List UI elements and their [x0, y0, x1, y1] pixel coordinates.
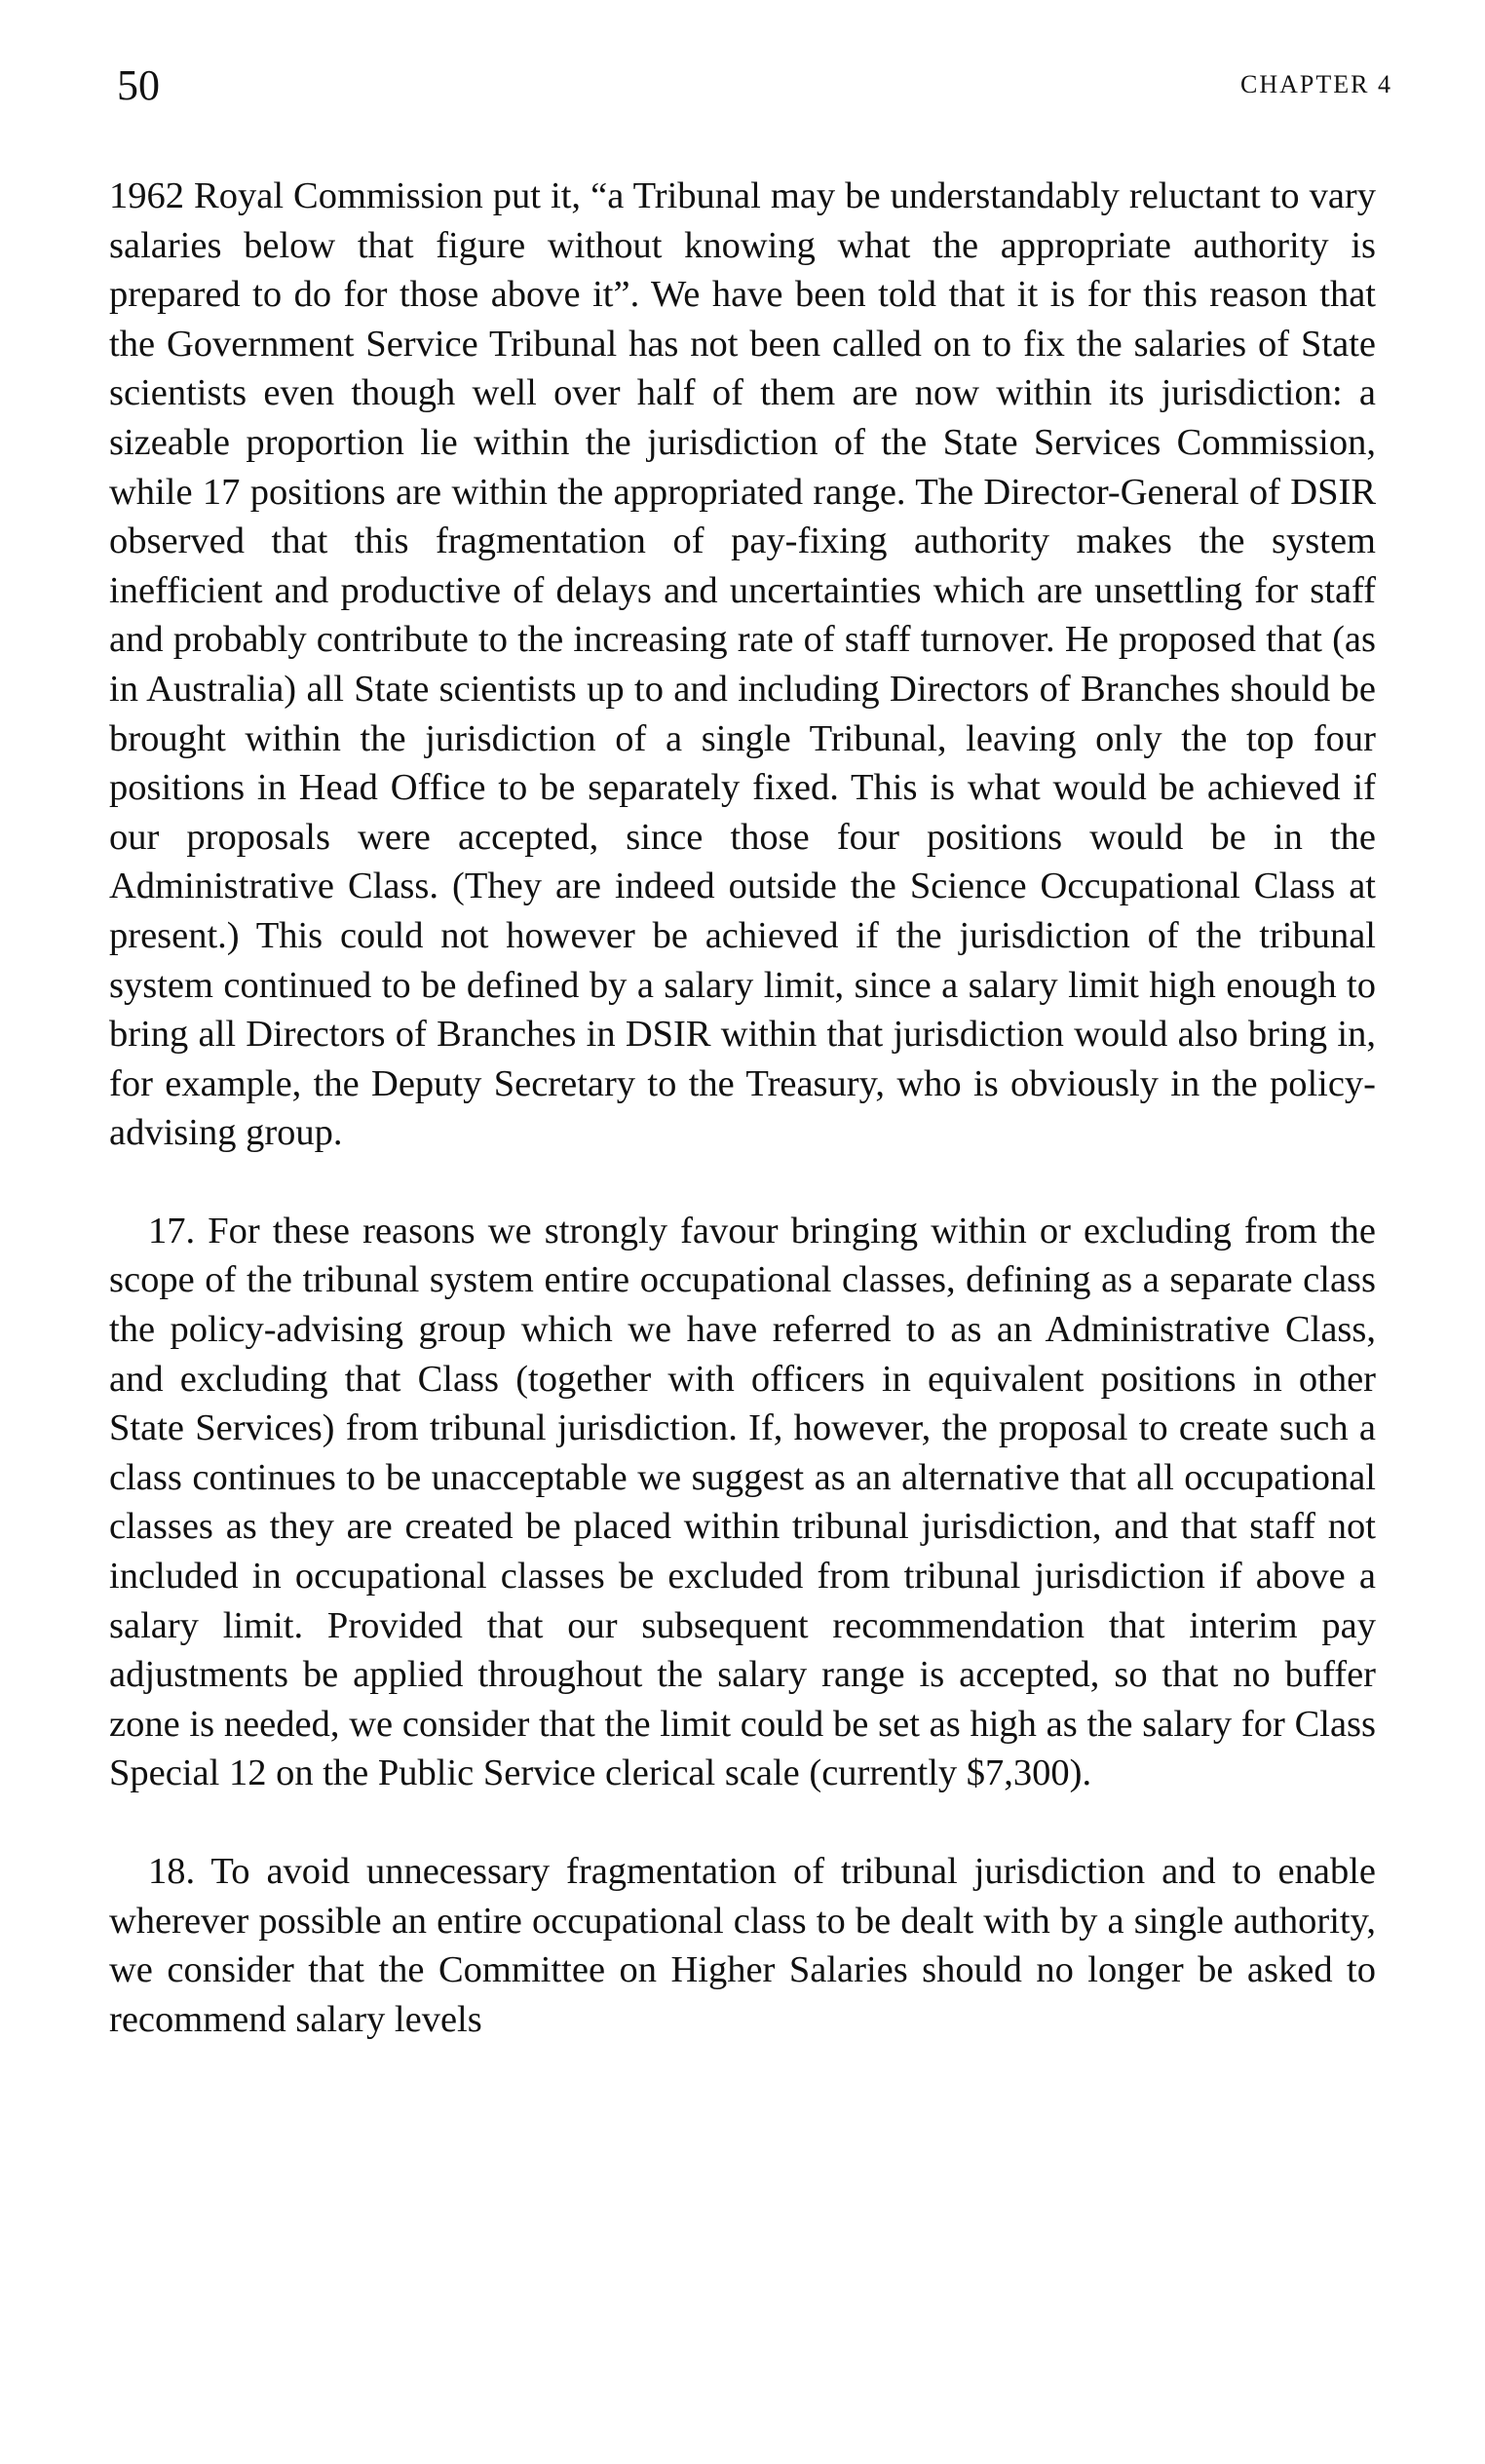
paragraph-17	[109, 1207, 1376, 1798]
paragraph-continued	[109, 172, 1376, 1158]
paragraph-number: 17.	[148, 1210, 196, 1251]
paragraph-text: For these reasons we strongly favour bringing within or excluding from the scope of the tribunal system entire occupational classes, defining as a separate class the policy-advising group which we have referred to as an Administrative Class, and excluding that Class (together with officers in equivalent positions in other State Services) from tribunal jurisdiction. If, however, the proposal to create such a class continues to be unacceptable we suggest as an alternative that all occupational classes as they are created be placed within tribunal jurisdiction, and that staff not included in occupational classes be excluded from tribunal jurisdiction if above a salary limit. Provided that our subsequent recommendation that interim pay adjustments be applied throughout the salary range is accepted, so that no buffer zone is needed, we consider that the limit could be set as high as the salary for Class Special 12 on the Public Service clerical scale (currently $7,300).	[109, 1210, 1376, 1794]
paragraph-text: To avoid unnecessary fragmentation of tribunal jurisdiction and to enable wherever possible an entire occupational class to be dealt with by a single authority, we consider that the Committee on Higher Salaries should no longer be asked to recommend salary levels	[109, 1851, 1376, 2040]
paragraph-18	[109, 1847, 1376, 2044]
body-text	[109, 172, 1376, 2093]
page-number: 50	[117, 61, 160, 109]
running-head: CHAPTER 4	[1240, 70, 1392, 98]
paragraph-text: 1962 Royal Commission put it, “a Tribunal may be understandably reluctant to vary salaries below that figure without knowing what the appropriate authority is prepared to do for those above it”. We have been told that it is for this reason that the Government Service Tribunal has not been called on to fix the salaries of State scientists even though well over half of them are now within its jurisdiction: a sizeable proportion lie within the jurisdiction of the State Services Commission, while 17 positions are within the appropriated range. The Director-General of DSIR observed that this fragmentation of pay-fixing authority makes the system inefficient and productive of delays and uncertainties which are unsettling for staff and probably contribute to the increasing rate of staff turnover. He proposed that (as in Australia) all State scientists up to and including Directors of Branches should be brought within the jurisdiction of a single Tribunal, leaving only the top four positions in Head Office to be separately fixed. This is what would be achieved if our proposals were accepted, since those four positions would be in the Administrative Class. (They are indeed outside the Science Occupational Class at present.) This could not however be achieved if the jurisdiction of the tribunal system continued to be defined by a salary limit, since a salary limit high enough to bring all Directors of Branches in DSIR within that jurisdiction would also bring in, for example, the Deputy Secretary to the Treasury, who is obviously in the policy-advising group.	[109, 175, 1376, 1154]
paragraph-number: 18.	[148, 1851, 196, 1892]
